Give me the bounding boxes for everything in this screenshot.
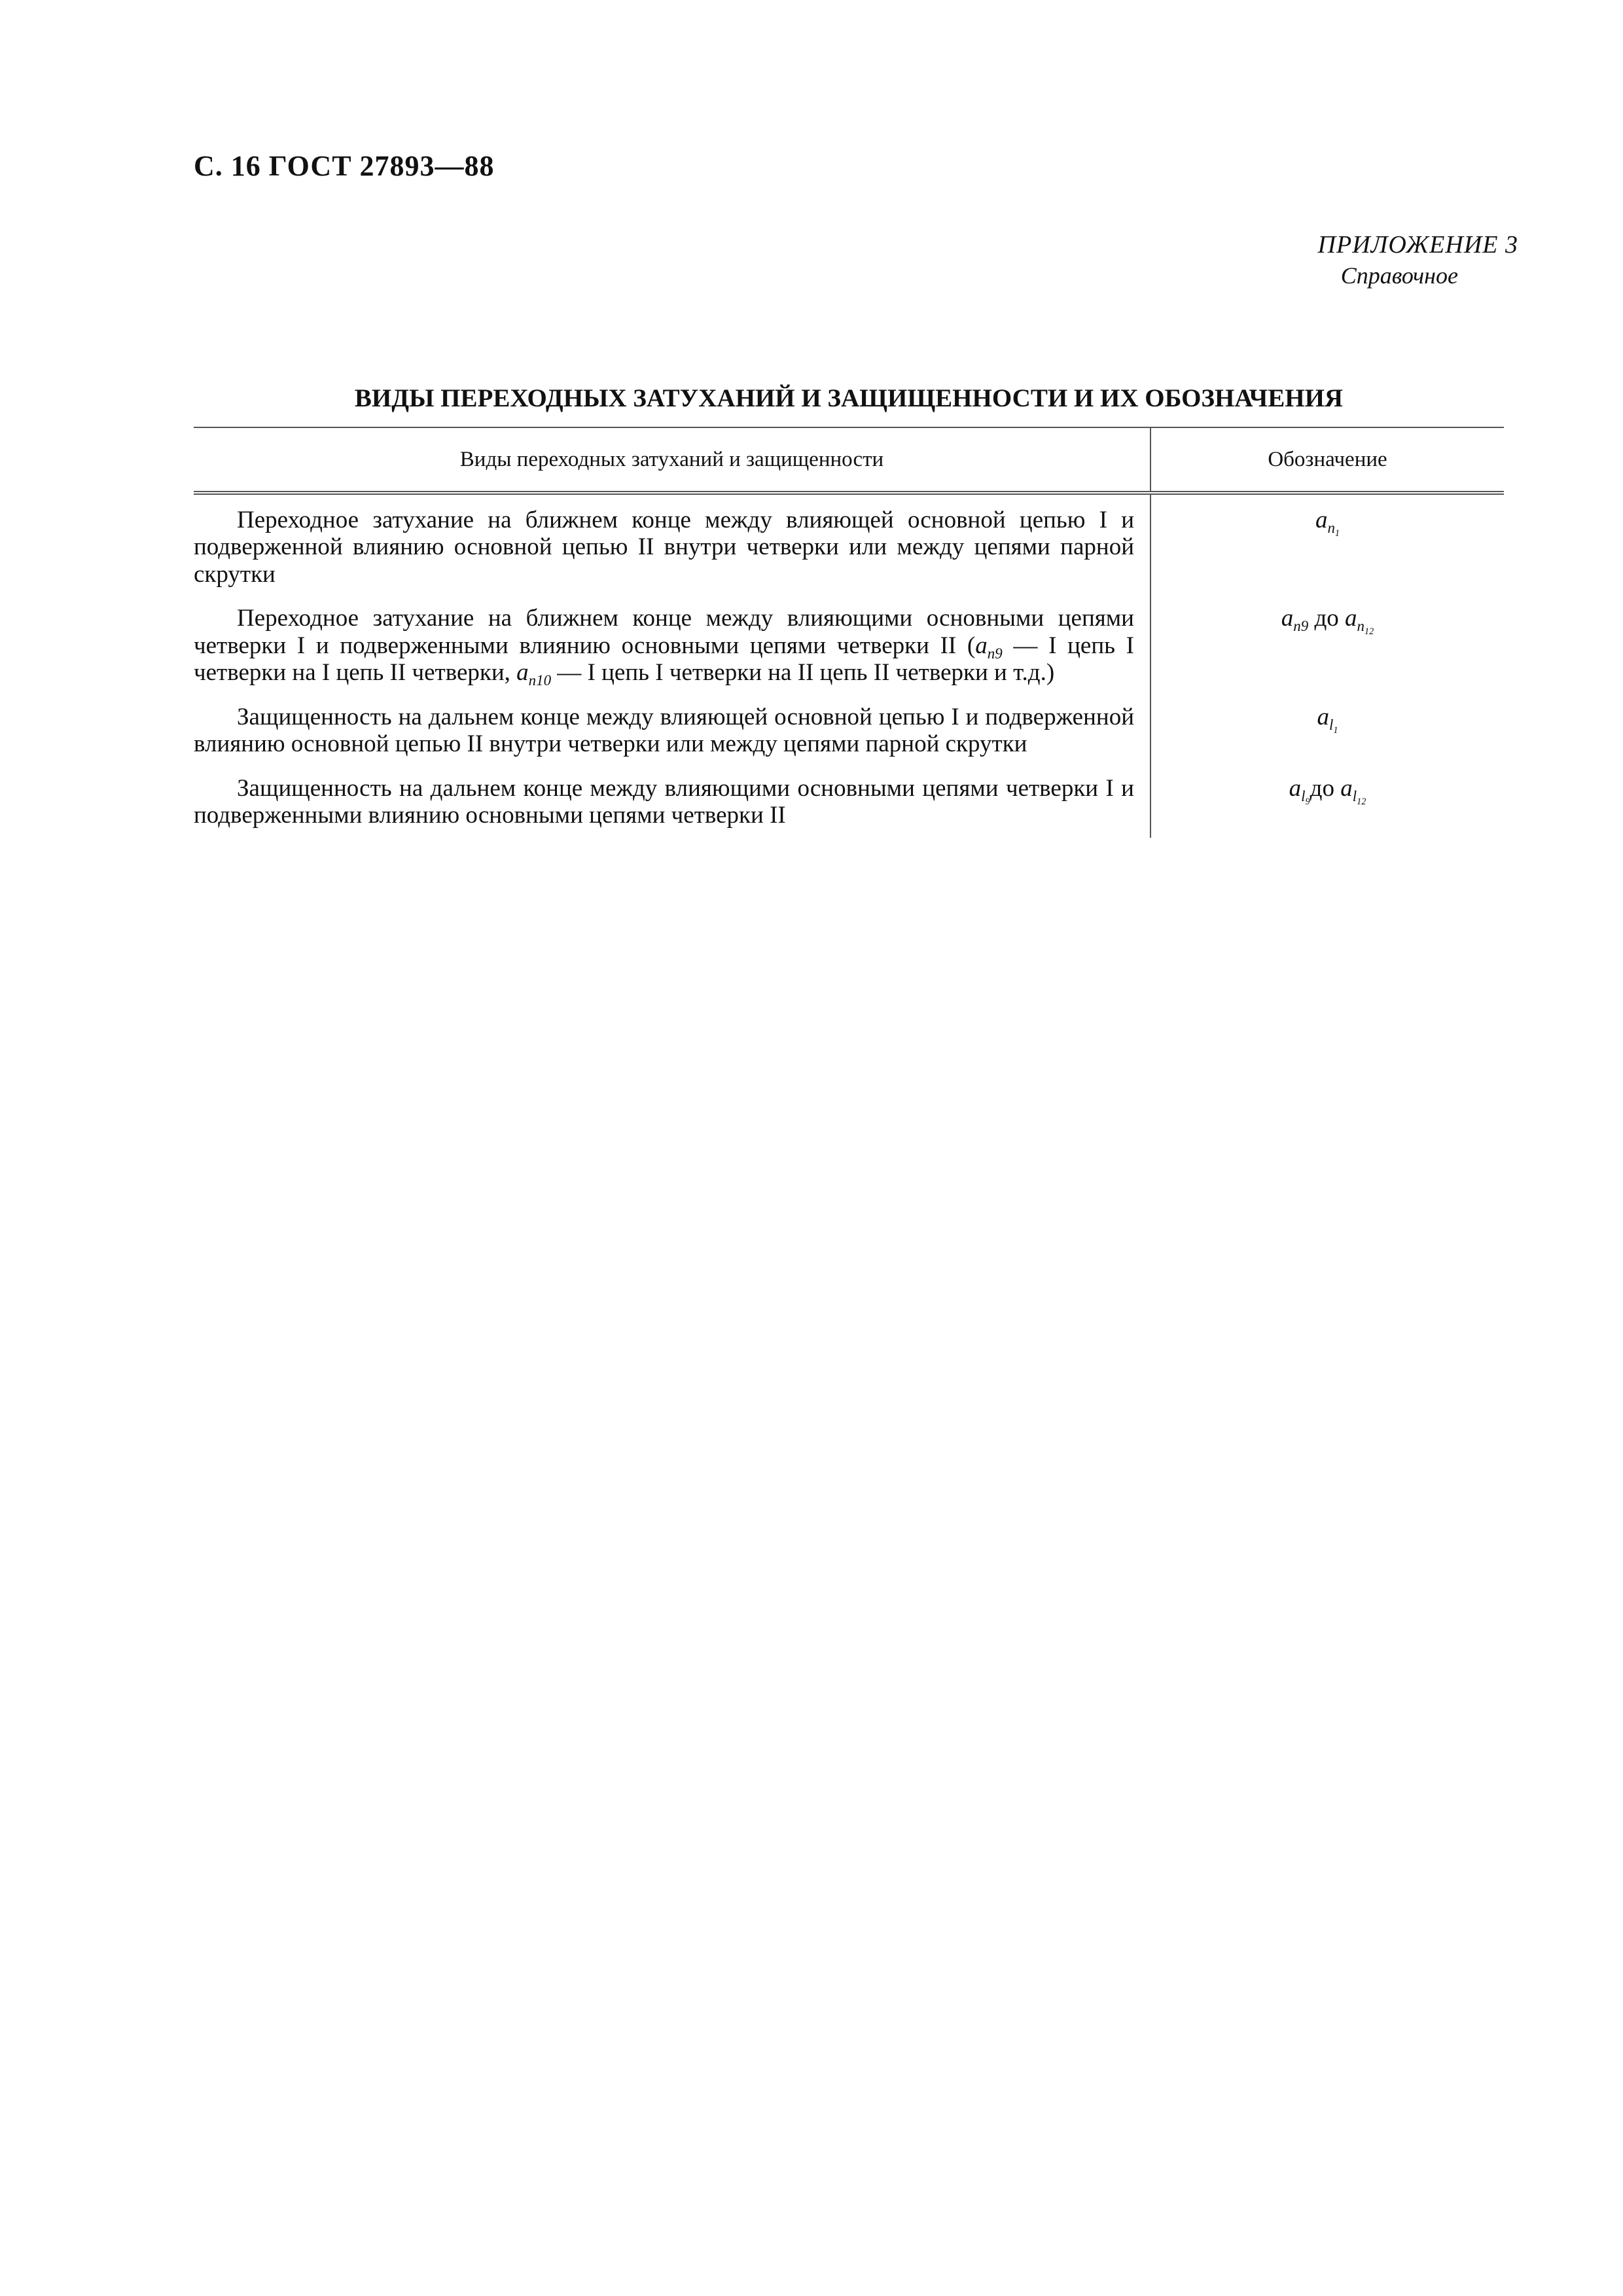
symbol-range-word: до	[1310, 774, 1334, 802]
appendix-block	[1318, 230, 1518, 289]
symbol-sub: n9	[1293, 618, 1309, 635]
symbol-subsub: 1	[1333, 725, 1338, 736]
symbol-subsub: 12	[1364, 626, 1374, 637]
row-designation	[1150, 493, 1504, 605]
symbol-sub: l	[1352, 787, 1357, 804]
row-designation	[1150, 775, 1504, 838]
table-header-row	[194, 427, 1504, 493]
symbol-base: a	[1289, 774, 1302, 802]
table-row	[194, 605, 1504, 703]
symbol-subsub: 12	[1357, 796, 1366, 807]
appendix-kind: Справочное	[1340, 262, 1458, 289]
symbol-range-word: до	[1314, 605, 1339, 632]
symbol-base: a	[1340, 774, 1353, 802]
designations-table	[194, 427, 1504, 838]
table-row	[194, 704, 1504, 775]
row-description: Защищенность на дальнем конце между влияющей основной цепью I и подверженной влиянию основной цепью II внутри четверки или между цепями парной скрутки	[194, 704, 1150, 775]
symbol-base: a	[1315, 507, 1328, 533]
row-description	[194, 605, 1150, 703]
row-designation	[1150, 704, 1504, 775]
table-title: ВИДЫ ПЕРЕХОДНЫХ ЗАТУХАНИЙ И ЗАЩИЩЕННОСТИ И ИХ ОБОЗНАЧЕНИЯ	[354, 384, 1344, 412]
description-text: — I цепь I четверки на II цепь II четверки и т.д.)	[551, 659, 1055, 687]
table-row	[194, 775, 1504, 838]
row-description: Переходное затухание на ближнем конце между влияющей основной цепью I и подверженной влиянию основной цепью II внутри четверки или между цепями парной скрутки	[194, 493, 1150, 605]
description-text: Переходное затухание на ближнем конце между влияющими основными цепями четверки I и подверженными влиянию основными цепями четверки II (	[194, 605, 1134, 659]
inline-symbol-sub: n10	[528, 672, 552, 689]
column-header-designation: Обозначение	[1150, 427, 1504, 493]
appendix-label: ПРИЛОЖЕНИЕ 3	[1317, 231, 1518, 259]
inline-symbol-base: a	[975, 632, 988, 659]
symbol-base: a	[1317, 703, 1329, 730]
column-header-types: Виды переходных затуханий и защищенности	[194, 427, 1150, 493]
symbol-sub: l	[1329, 716, 1334, 733]
symbol-base: a	[1345, 605, 1357, 632]
symbol-base: a	[1281, 605, 1294, 632]
row-description: Защищенность на дальнем конце между влияющими основными цепями четверки I и подверженными влиянию основными цепями четверки II	[194, 775, 1150, 838]
running-head: С. 16 ГОСТ 27893—88	[194, 150, 495, 182]
table-row	[194, 493, 1504, 605]
row-designation	[1150, 605, 1504, 703]
symbol-subsub: 1	[1334, 528, 1340, 539]
symbol-sub: l	[1301, 787, 1306, 804]
inline-symbol-base: a	[516, 659, 529, 687]
symbol-sub: n	[1327, 520, 1335, 537]
symbol-sub: n	[1357, 618, 1364, 635]
inline-symbol-sub: n9	[987, 645, 1003, 662]
symbol-subsub: 9	[1305, 796, 1310, 807]
description-text: — I цепь I четверки на I цепь II четверки,	[194, 632, 1134, 687]
